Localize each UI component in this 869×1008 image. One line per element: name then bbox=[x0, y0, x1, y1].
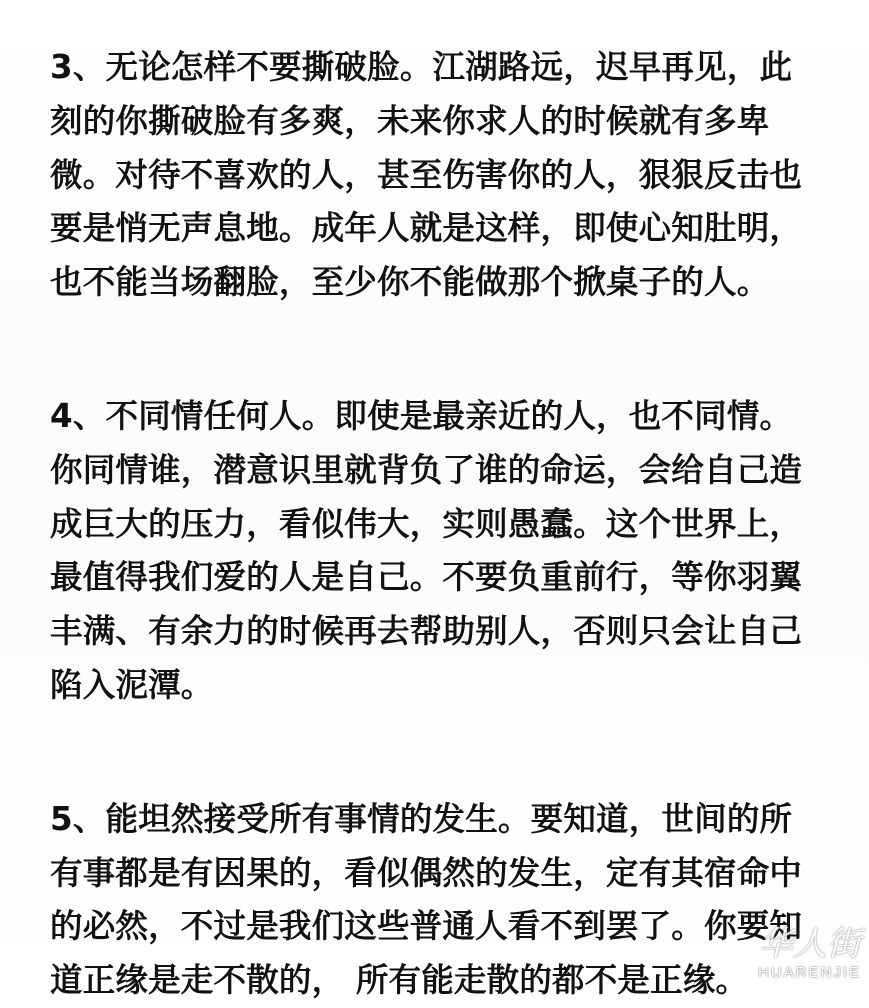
watermark-sub: HUARENJIE bbox=[757, 964, 861, 981]
paragraph-line: 的必然，不过是我们这些普通人看不到罢了。你要知 bbox=[50, 907, 803, 946]
paragraph-line: 有事都是有因果的，看似偶然的发生，定有其宿命中 bbox=[50, 853, 803, 892]
paragraph-line: 丰满、有余力的时候再去帮助别人，否则只会让自己 bbox=[50, 612, 803, 651]
paragraph-line: 5、能坦然接受所有事情的发生。要知道，世间的所 bbox=[50, 799, 793, 838]
article-body bbox=[50, 41, 830, 1008]
paragraph-line: 陷入泥潭。 bbox=[50, 665, 214, 704]
paragraph-line: 你同情谁，潜意识里就背负了谁的命运，会给自己造 bbox=[50, 450, 803, 489]
paragraph-3 bbox=[50, 41, 830, 310]
paragraph-line: 成巨大的压力，看似伟大，实则愚蠢。这个世界上， bbox=[50, 504, 803, 543]
paragraph-line: 最值得我们爱的人是自己。不要负重前行，等你羽翼 bbox=[50, 558, 803, 597]
paragraph-line: 要是悄无声息地。成年人就是这样，即使心知肚明， bbox=[50, 209, 803, 248]
watermark-mark: 华人街 bbox=[759, 924, 861, 964]
paragraph-line: 微。对待不喜欢的人，甚至伤害你的人，狠狠反击也 bbox=[50, 155, 803, 194]
paragraph-4 bbox=[50, 390, 830, 713]
paragraph-line: 也不能当场翻脸，至少你不能做那个掀桌子的人。 bbox=[50, 263, 770, 302]
paragraph-line: 道正缘是走不散的， 所有能走散的都不是正缘。 bbox=[50, 961, 749, 1000]
paragraph-line: 4、不同情任何人。即使是最亲近的人，也不同情。 bbox=[50, 396, 793, 435]
paragraph-line: 3、无论怎样不要撕破脸。江湖路远，迟早再见，此 bbox=[50, 48, 793, 86]
paragraph-line: 刻的你撕破脸有多爽，未来你求人的时候就有多卑 bbox=[50, 101, 770, 140]
watermark-logo bbox=[701, 924, 861, 994]
